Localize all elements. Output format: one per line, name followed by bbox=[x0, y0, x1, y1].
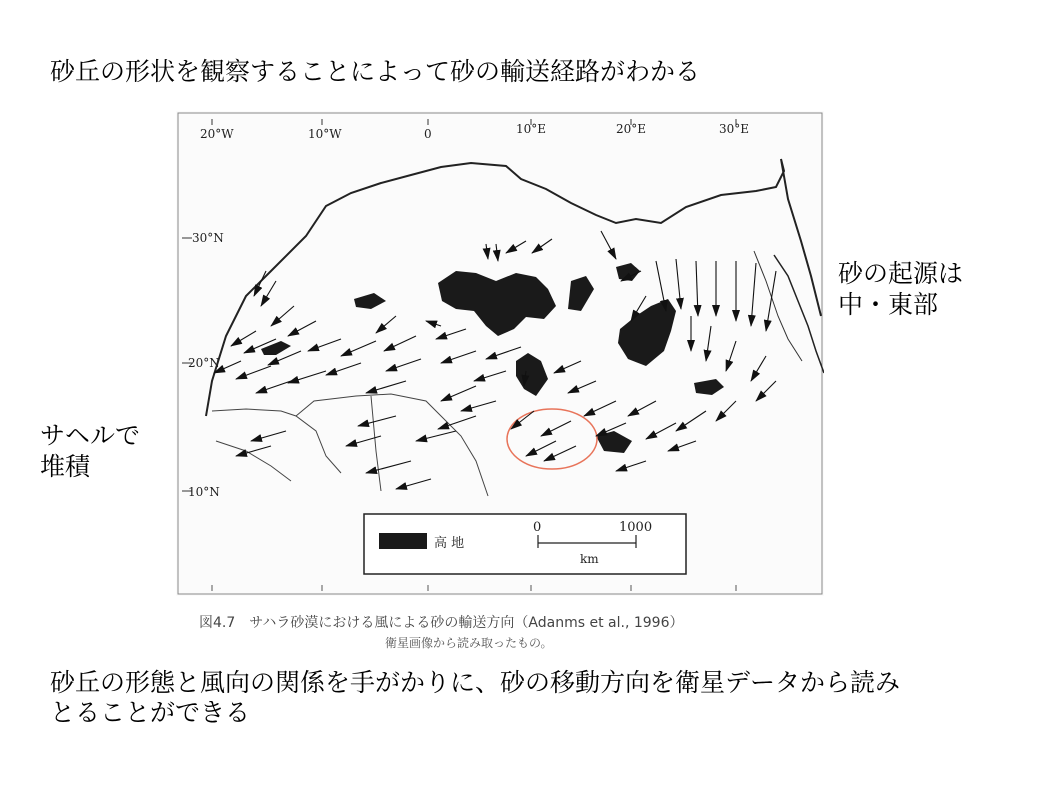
wind-arrow bbox=[326, 363, 361, 375]
wind-arrow bbox=[376, 316, 396, 333]
lon-label-10w: 10°W bbox=[308, 127, 342, 141]
wind-arrow bbox=[441, 351, 476, 363]
bottom-ticks bbox=[212, 585, 736, 591]
highland-libya bbox=[616, 263, 640, 281]
wind-arrow bbox=[541, 421, 571, 436]
wind-arrow bbox=[256, 381, 291, 393]
sand-origin-note bbox=[838, 258, 963, 320]
wind-arrow bbox=[544, 446, 576, 461]
highland-ahaggar bbox=[438, 271, 556, 336]
bottom-summary-line2: とることができる bbox=[50, 698, 251, 727]
figure-caption: 図4.7 サハラ砂漠における風による砂の輸送方向（Adanms et al., 1996） bbox=[199, 615, 684, 631]
lon-label-0: 0 bbox=[424, 127, 432, 141]
lon-label-20w: 20°W bbox=[200, 127, 234, 141]
wind-arrow bbox=[726, 341, 736, 371]
wind-arrow bbox=[496, 244, 498, 261]
wind-arrow bbox=[751, 356, 766, 381]
lon-label-20e: 20°E bbox=[616, 122, 647, 136]
lat-label-20n: 20°N bbox=[188, 356, 220, 370]
sahel-deposit-note-line1: サヘルで bbox=[40, 421, 141, 450]
wind-arrow bbox=[486, 244, 488, 259]
sahel-highlight-circle bbox=[507, 409, 597, 469]
wind-arrow bbox=[706, 326, 711, 361]
sahel-deposit-note-line2: 堆積 bbox=[40, 452, 91, 481]
sahel-deposit-note bbox=[40, 420, 140, 482]
map-canvas bbox=[176, 111, 824, 596]
nile-river bbox=[754, 251, 802, 361]
wind-arrow bbox=[416, 431, 456, 441]
wind-arrow bbox=[251, 431, 286, 441]
sand-origin-note-line2: 中・東部 bbox=[838, 290, 939, 319]
wind-arrow bbox=[366, 461, 411, 473]
wind-arrow bbox=[438, 416, 476, 429]
highland-areas bbox=[261, 263, 724, 453]
wind-arrow bbox=[308, 339, 341, 351]
wind-arrow bbox=[676, 411, 706, 431]
sahara-wind-map bbox=[176, 111, 824, 596]
slide-title: 砂丘の形状を観察することによって砂の輸送経路がわかる bbox=[50, 57, 701, 86]
bottom-summary-line1: 砂丘の形態と風向の関係を手がかりに、砂の移動方向を衛星データから読み bbox=[50, 668, 901, 697]
wind-arrow bbox=[288, 371, 326, 383]
red-sea-coast bbox=[774, 255, 824, 373]
wind-arrow bbox=[358, 416, 396, 426]
wind-arrow bbox=[511, 411, 534, 429]
figure-caption-sub: 衛星画像から読み取ったもの。 bbox=[385, 636, 553, 650]
lon-label-30e: 30°E bbox=[719, 122, 750, 136]
wind-arrow bbox=[584, 401, 616, 416]
wind-arrow bbox=[696, 261, 698, 316]
wind-arrow bbox=[616, 461, 646, 471]
wind-arrow bbox=[384, 336, 416, 351]
wind-arrow bbox=[271, 306, 294, 326]
wind-arrow bbox=[366, 381, 406, 393]
wind-arrow bbox=[486, 347, 521, 359]
wind-arrow bbox=[532, 239, 552, 253]
scale-start-label: 0 bbox=[533, 520, 542, 535]
legend-highland-label: 高 地 bbox=[434, 536, 465, 551]
wind-arrow bbox=[751, 263, 756, 326]
wind-arrow bbox=[568, 381, 596, 393]
highland-ennedi bbox=[694, 379, 724, 395]
lon-label-10e: 10°E bbox=[516, 122, 547, 136]
wind-arrow bbox=[716, 401, 736, 421]
wind-arrow bbox=[646, 423, 676, 439]
lat-label-30n: 30°N bbox=[192, 231, 224, 245]
wind-arrow bbox=[601, 231, 616, 259]
wind-arrow bbox=[441, 386, 476, 401]
wind-arrow bbox=[474, 371, 506, 381]
scale-end-label: 1000 bbox=[619, 520, 653, 535]
wind-arrow bbox=[628, 401, 656, 416]
wind-arrow bbox=[231, 331, 256, 346]
wind-arrow bbox=[341, 341, 376, 356]
map-legend bbox=[364, 514, 686, 574]
highland-air bbox=[568, 276, 594, 311]
wind-arrow bbox=[506, 241, 526, 253]
wind-arrow bbox=[396, 479, 431, 489]
wind-arrow bbox=[554, 361, 581, 373]
wind-arrow bbox=[756, 381, 776, 401]
highland-mauritania bbox=[354, 293, 386, 309]
legend-highland-swatch bbox=[379, 533, 427, 549]
wind-arrow bbox=[668, 441, 696, 451]
wind-arrow bbox=[236, 366, 271, 379]
highland-darfur bbox=[596, 431, 632, 453]
highland-aouker bbox=[516, 353, 548, 396]
scale-unit-label: km bbox=[580, 552, 599, 566]
wind-arrow bbox=[288, 321, 316, 336]
longitude-axis bbox=[200, 119, 749, 141]
wind-arrow bbox=[261, 281, 276, 306]
wind-arrow bbox=[436, 329, 466, 339]
wind-arrow bbox=[766, 271, 776, 331]
wind-arrow bbox=[526, 441, 556, 456]
wind-arrow bbox=[461, 401, 496, 411]
wind-arrows bbox=[214, 231, 776, 489]
wind-arrow bbox=[386, 359, 421, 371]
sand-origin-note-line1: 砂の起源は bbox=[838, 259, 964, 288]
wind-arrow bbox=[236, 446, 271, 456]
highland-tibesti bbox=[618, 299, 676, 366]
lat-label-10n: 10°N bbox=[188, 485, 220, 499]
wind-arrow bbox=[254, 271, 266, 296]
bottom-summary bbox=[50, 668, 900, 728]
wind-arrow bbox=[426, 321, 441, 326]
wind-arrow bbox=[676, 259, 681, 309]
